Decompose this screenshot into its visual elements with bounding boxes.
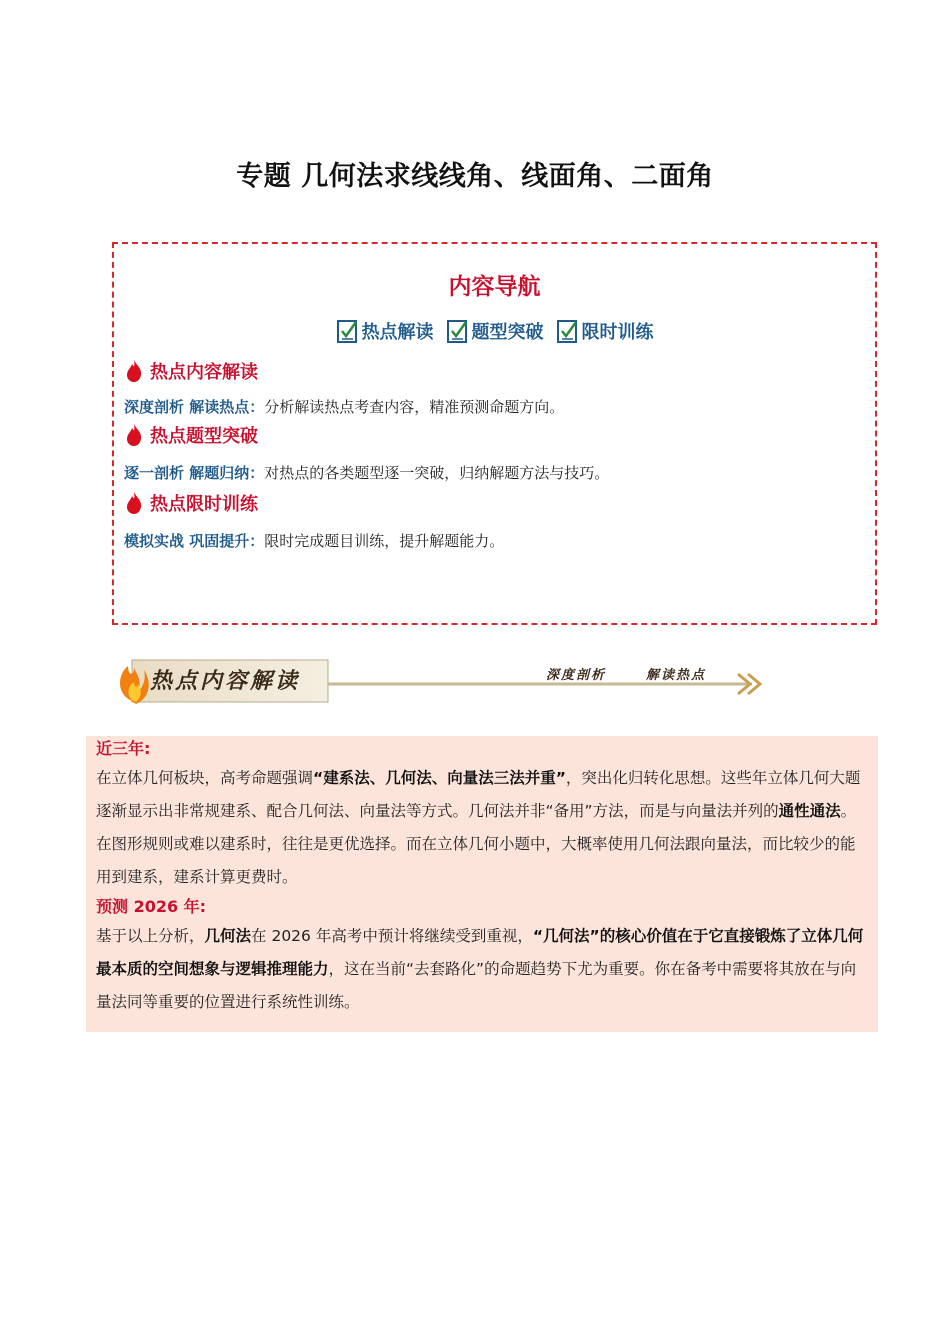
tab-question-types[interactable]: [446, 318, 544, 344]
section-heading-2: 热点题型突破: [124, 422, 258, 448]
page-title: 专题 几何法求线线角、线面角、二面角: [236, 161, 714, 192]
section-heading-3: 热点限时训练: [124, 490, 258, 516]
tab-timed-training[interactable]: [556, 318, 654, 344]
flame-icon: [124, 359, 144, 383]
tab-hot-interpretation[interactable]: [336, 318, 434, 344]
flame-icon: [124, 423, 144, 447]
checklist-icon: [556, 318, 580, 344]
hot-content-banner: [112, 652, 772, 708]
section-heading-1: 热点内容解读: [124, 358, 258, 384]
recent-years-heading: 近三年:: [96, 739, 151, 758]
tab-label: 热点解读: [361, 322, 434, 343]
nav-tabs: [114, 318, 875, 344]
checklist-icon: [336, 318, 360, 344]
checklist-icon: [446, 318, 470, 344]
recent-years-paragraph: 在立体几何板块，高考命题强调“建系法、几何法、向量法三法并重”，突出化归转化思想。这些年立体几何大题逐渐显示出非常规建系、配合几何法、向量法等方式。几何法并非“备用”方法，而是与向量法并列的通性通法。在图形规则或难以建系时，往往是更优选择。而在立体几何小题中，大概率使用几何法跟向量法，而比较少的能用到建系，建系计算更费时。: [96, 769, 861, 886]
nav-title: 内容导航: [448, 274, 541, 300]
content-navigation-box: [112, 242, 877, 625]
banner-label: 热点内容解读: [150, 668, 301, 694]
section-line-1: 深度剖析 解读热点：分析解读热点考查内容，精准预测命题方向。: [124, 398, 565, 416]
banner-sub-1: 深度剖析: [546, 668, 607, 683]
tab-label: 限时训练: [581, 322, 654, 343]
prediction-heading: 预测 2026 年:: [96, 897, 207, 916]
hot-analysis-box: [86, 736, 878, 1032]
section-line-2: 逐一剖析 解题归纳：对热点的各类题型逐一突破，归纳解题方法与技巧。: [124, 464, 610, 482]
tab-label: 题型突破: [471, 322, 544, 343]
flame-icon: [124, 491, 144, 515]
prediction-paragraph: 基于以上分析，几何法在 2026 年高考中预计将继续受到重视，“几何法”的核心价值在于它直接锻炼了立体几何最本质的空间想象与逻辑推理能力，这在当前“去套路化”的命题趋势下尤为重要。你在备考中需要将其放在与向量法同等重要的位置进行系统性训练。: [96, 927, 864, 1011]
section-line-3: 模拟实战 巩固提升：限时完成题目训练，提升解题能力。: [124, 532, 505, 550]
banner-sub-2: 解读热点: [646, 668, 707, 683]
